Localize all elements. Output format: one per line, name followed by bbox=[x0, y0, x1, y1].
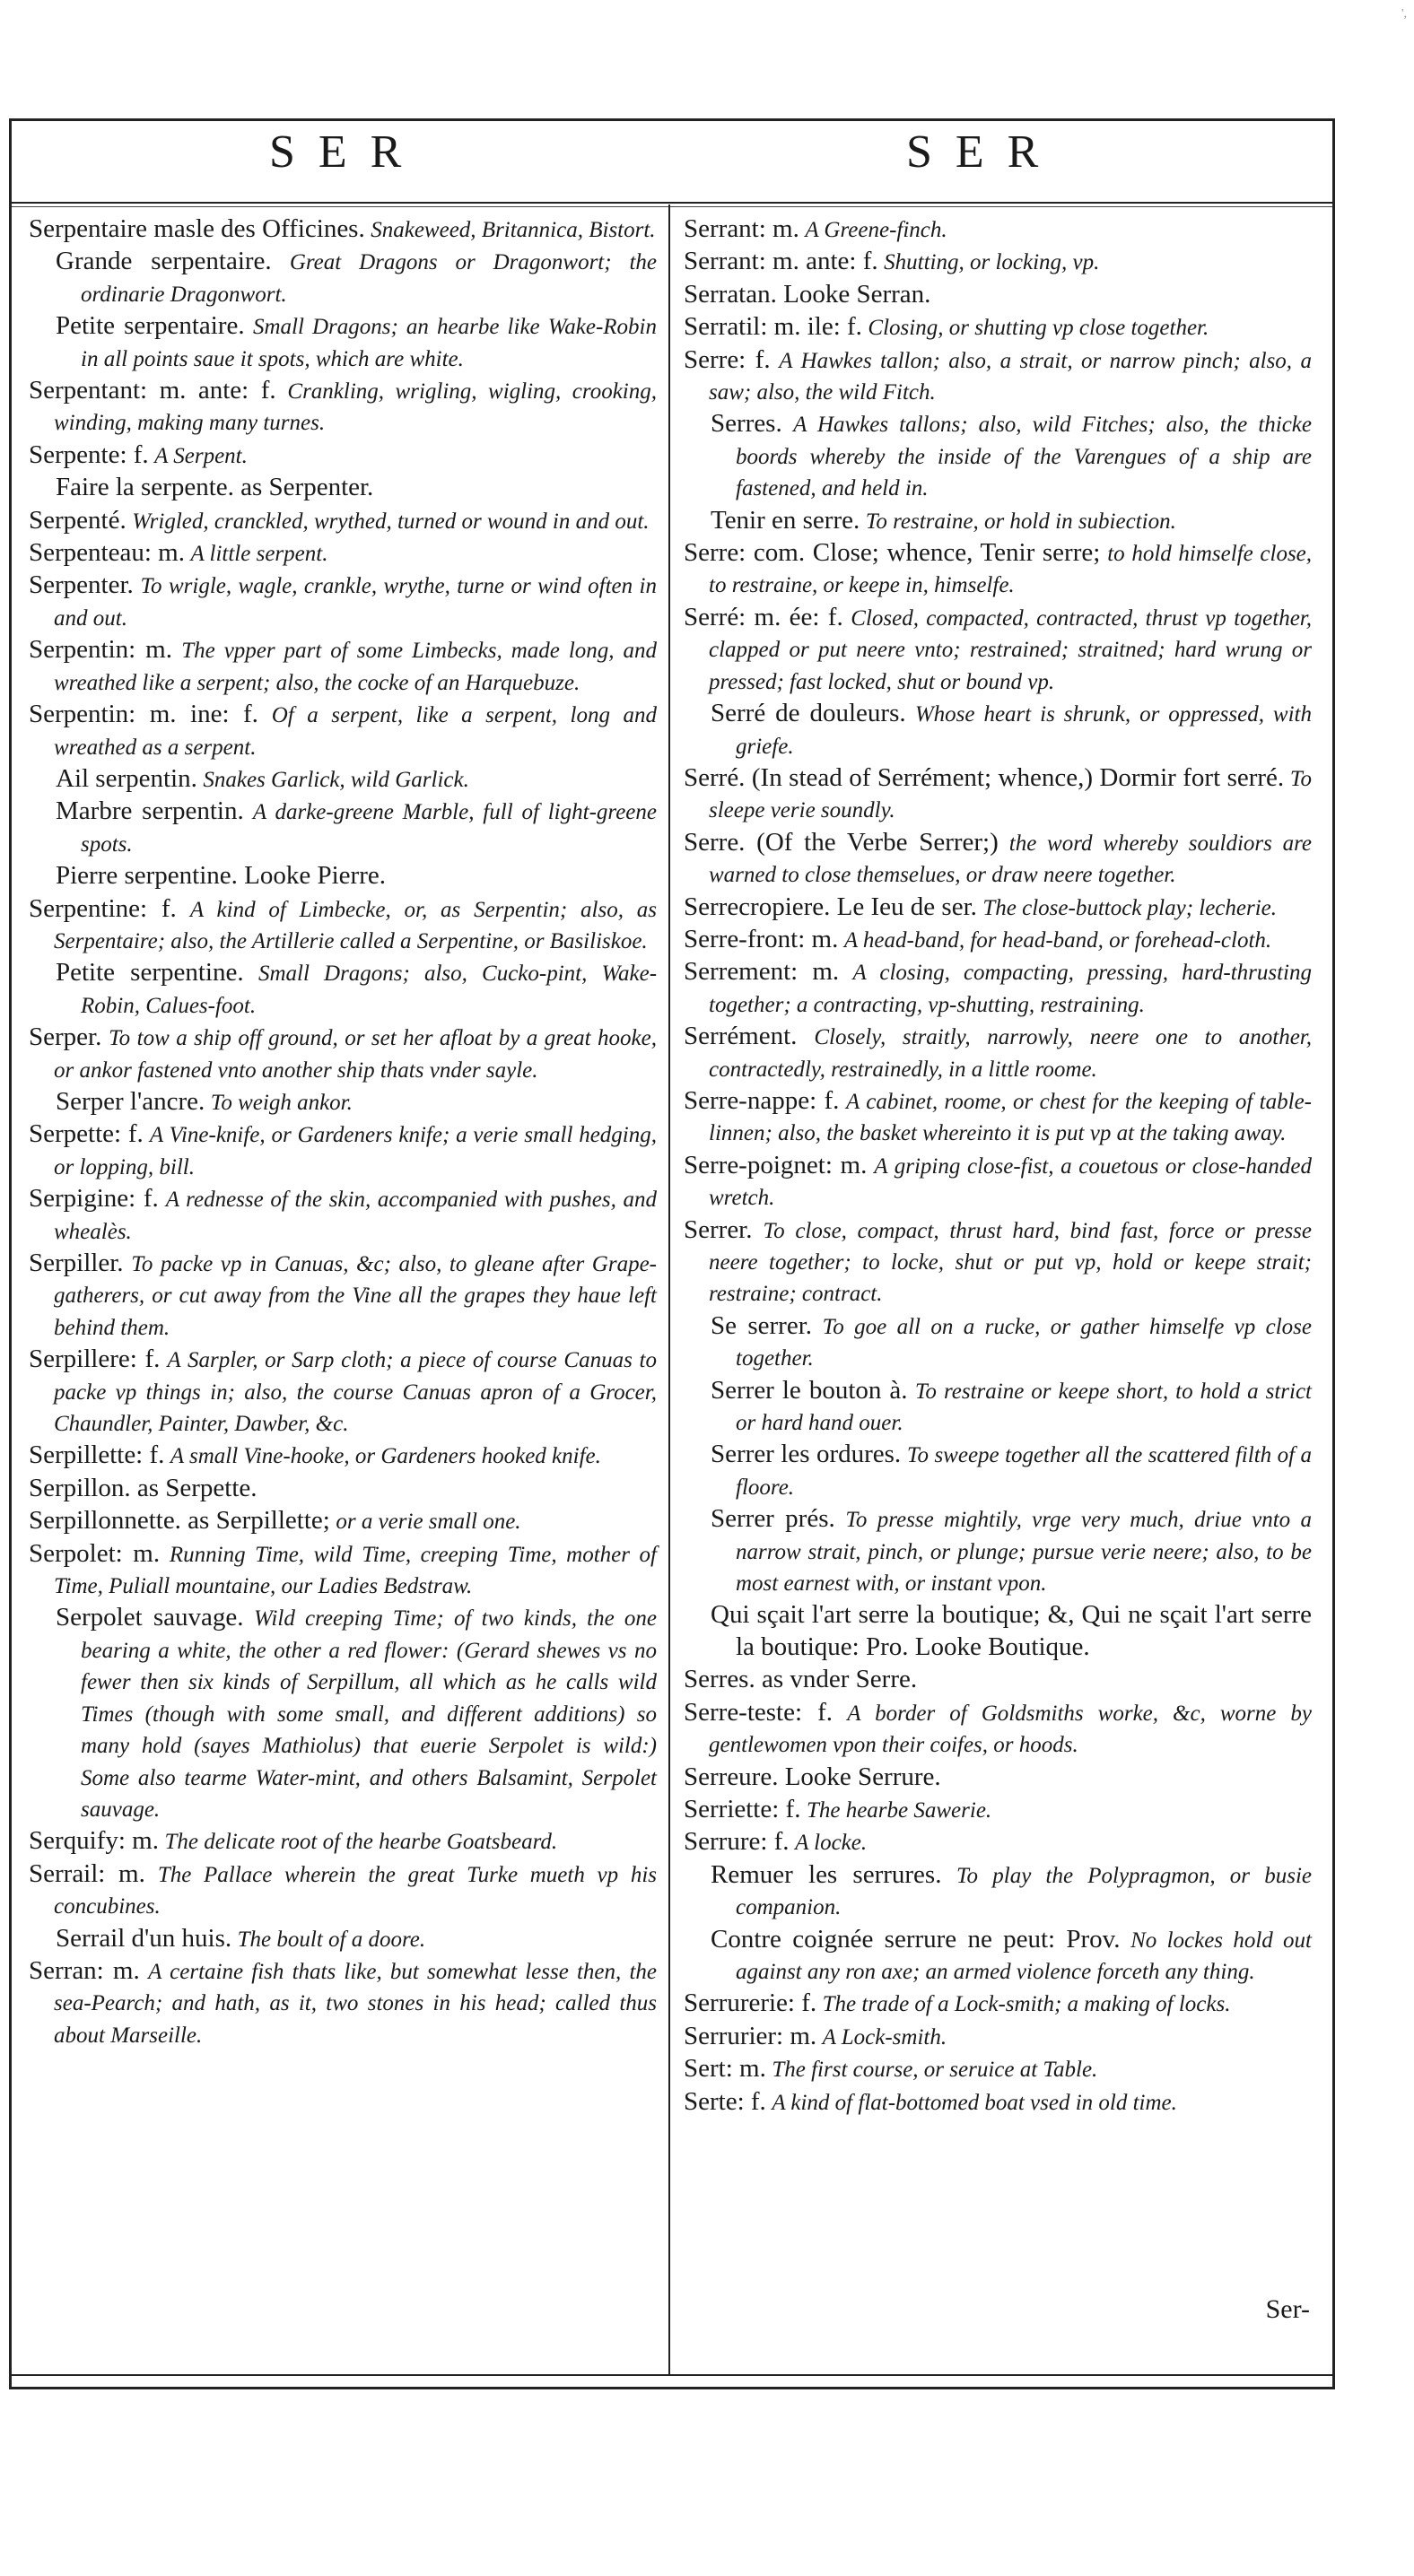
dictionary-entry bbox=[29, 375, 657, 439]
entry-definition: Wrigled, cranckled, wrythed, turned or wound in and out. bbox=[132, 509, 650, 534]
dictionary-entry bbox=[29, 505, 657, 537]
dictionary-entry bbox=[684, 1503, 1312, 1599]
dictionary-entry bbox=[684, 1310, 1312, 1375]
dictionary-entry bbox=[29, 472, 657, 504]
dictionary-entry bbox=[29, 1473, 657, 1505]
entry-headword: Serre-front: m. bbox=[684, 924, 839, 953]
entry-headword: Serrail d'un huis. bbox=[56, 1923, 232, 1953]
entry-definition: A closing, compacting, pressing, hard-thrusting together; a contracting, vp-shutting, restraining. bbox=[709, 961, 1312, 1017]
dictionary-entry bbox=[684, 2086, 1312, 2119]
entry-definition: The close-buttock play; lecherie. bbox=[982, 895, 1278, 920]
dictionary-entry bbox=[29, 763, 657, 796]
entry-headword: Serper. bbox=[29, 1023, 102, 1052]
entry-headword: Serpenté. bbox=[29, 505, 127, 535]
entry-headword: Serré. (In stead of Serrément; whence,) Dormir fort serré. bbox=[684, 762, 1285, 792]
entry-headword: Se serrer. bbox=[711, 1310, 813, 1340]
entry-definition: Small Dragons; also, Cucko-pint, Wake-Robin, Calues-foot. bbox=[81, 962, 658, 1018]
entry-definition: A Serpent. bbox=[154, 443, 248, 468]
right-column bbox=[684, 213, 1312, 2119]
entry-headword: Tenir en serre. bbox=[711, 505, 860, 535]
dictionary-entry bbox=[684, 956, 1312, 1021]
entry-headword: Serpolet sauvage. bbox=[56, 1603, 244, 1632]
entry-headword: Marbre serpentin. bbox=[56, 796, 244, 826]
entry-definition: To weigh ankor. bbox=[210, 1090, 353, 1115]
dictionary-entry bbox=[29, 634, 657, 699]
entry-headword: Serratil: m. ile: f. bbox=[684, 312, 862, 342]
entry-headword: Serrement: m. bbox=[684, 957, 840, 987]
dictionary-entry bbox=[684, 827, 1312, 892]
entry-headword: Serre-teste: f. bbox=[684, 1697, 833, 1727]
entry-definition: A head-band, for head-band, or forehead-cloth. bbox=[843, 927, 1272, 953]
dictionary-entry bbox=[684, 1826, 1312, 1858]
dictionary-entry bbox=[29, 893, 657, 958]
dictionary-entry bbox=[684, 2021, 1312, 2053]
dictionary-entry bbox=[29, 796, 657, 860]
entry-headword: Remuer les serrures. bbox=[711, 1859, 942, 1889]
dictionary-entry bbox=[684, 1762, 1312, 1794]
dictionary-entry bbox=[29, 1538, 657, 1603]
entry-headword: Serpolet: m. bbox=[29, 1538, 161, 1568]
entry-definition: A certaine fish thats like, but somewhat lesse then, the sea-Pearch; and hath, as it, two stones in his head; called thus about Marseille. bbox=[54, 1959, 657, 2048]
dictionary-entry bbox=[684, 246, 1312, 278]
dictionary-entry bbox=[29, 957, 657, 1022]
dictionary-entry bbox=[684, 2053, 1312, 2085]
entry-definition: A kind of flat-bottomed boat vsed in old time. bbox=[772, 2090, 1177, 2115]
column-divider bbox=[668, 205, 670, 2375]
entry-definition: To wrigle, wagle, crankle, wrythe, turne or wind often in and out. bbox=[54, 574, 657, 631]
dictionary-entry bbox=[29, 537, 657, 570]
entry-headword: Serrer les ordures. bbox=[711, 1440, 902, 1469]
entry-definition: The hearbe Sawerie. bbox=[806, 1797, 992, 1823]
entry-headword: Serrer prés. bbox=[711, 1504, 835, 1534]
entry-headword: Serrer le bouton à. bbox=[711, 1375, 908, 1405]
dictionary-entry bbox=[684, 1599, 1312, 1664]
dictionary-entry bbox=[684, 602, 1312, 698]
entry-definition: Of a serpent, like a serpent, long and wreathed as a serpent. bbox=[54, 703, 657, 760]
dictionary-entry bbox=[684, 892, 1312, 924]
entry-definition: Crankling, wrigling, wigling, crooking, winding, making many turnes. bbox=[54, 379, 657, 436]
dictionary-entry bbox=[684, 1664, 1312, 1696]
entry-definition: to hold himselfe close, to restraine, or keepe in, himselfe. bbox=[709, 542, 1313, 598]
entry-headword: Serpillette: f. bbox=[29, 1440, 165, 1470]
entry-headword: Serpillonnette. as Serpillette; bbox=[29, 1506, 330, 1536]
entry-definition: To goe all on a rucke, or gather himselfe vp close together. bbox=[736, 1314, 1313, 1371]
dictionary-entry bbox=[684, 344, 1312, 409]
dictionary-entry bbox=[684, 698, 1312, 762]
entry-definition: Wild creeping Time; of two kinds, the one bearing a white, the other a red flower: (Gerard shewes vs no fewer then six kinds of Serpillum, all which as he calls wild Times (though with some small, and different additions) so many hold (sayes Mathiolus) that euerie Serpolet is wild:) Some also tearme Water-mint, and others Balsamint, Serpolet sauvage. bbox=[81, 1606, 658, 1822]
entry-definition: To play the Polypragmon, or busie companion. bbox=[736, 1863, 1313, 1920]
dictionary-entry bbox=[29, 1248, 657, 1344]
dictionary-entry bbox=[684, 924, 1312, 956]
entry-headword: Serrant: m. bbox=[684, 214, 799, 243]
header-rule bbox=[12, 202, 1332, 204]
dictionary-entry bbox=[684, 1697, 1312, 1762]
entry-definition: The trade of a Lock-smith; a making of locks. bbox=[822, 1992, 1231, 2017]
dictionary-entry bbox=[684, 1150, 1312, 1214]
dictionary-entry bbox=[29, 1505, 657, 1537]
dictionary-entry bbox=[29, 310, 657, 375]
entry-headword: Serte: f. bbox=[684, 2086, 766, 2116]
entry-headword: Serré: m. ée: f. bbox=[684, 602, 843, 631]
entry-headword: Pierre serpentine. Looke Pierre. bbox=[56, 861, 386, 891]
entry-headword: Serpentin: m. bbox=[29, 635, 172, 665]
entry-definition: To restraine, or hold in subiection. bbox=[865, 509, 1176, 534]
entry-headword: Petite serpentaire. bbox=[56, 311, 245, 341]
dictionary-entry bbox=[29, 1086, 657, 1118]
dictionary-entry bbox=[684, 408, 1312, 504]
entry-definition: To restraine or keepe short, to hold a strict or hard hand ouer. bbox=[736, 1379, 1313, 1436]
dictionary-entry bbox=[684, 505, 1312, 537]
entry-definition: The vpper part of some Limbecks, made long, and wreathed like a serpent; also, the cocke of an Harquebuze. bbox=[54, 639, 657, 695]
entry-definition: A Lock-smith. bbox=[822, 2024, 947, 2049]
entry-definition: Shutting, or locking, vp. bbox=[884, 250, 1100, 275]
entry-headword: Faire la serpente. as Serpenter. bbox=[56, 473, 374, 502]
entry-definition: Snakeweed, Britannica, Bistort. bbox=[371, 218, 656, 242]
entry-headword: Serrer. bbox=[684, 1214, 753, 1244]
entry-definition: The delicate root of the hearbe Goatsbeard. bbox=[164, 1830, 558, 1855]
entry-headword: Serrant: m. ante: f. bbox=[684, 247, 878, 276]
dictionary-entry bbox=[29, 246, 657, 310]
dictionary-entry bbox=[29, 860, 657, 892]
dictionary-entry bbox=[684, 1021, 1312, 1085]
entry-headword: Serre: f. bbox=[684, 344, 771, 374]
entry-definition: A Vine-knife, or Gardeners knife; a verie small hedging, or lopping, bill. bbox=[54, 1123, 658, 1179]
dictionary-entry bbox=[684, 311, 1312, 344]
entry-headword: Serriette: f. bbox=[684, 1794, 801, 1823]
entry-definition: A cabinet, roome, or chest for the keeping of table-linnen; also, the basket whereinto it is put vp at the taking away. bbox=[709, 1089, 1312, 1146]
entry-headword: Serre-nappe: f. bbox=[684, 1085, 840, 1115]
entry-headword: Serpenteau: m. bbox=[29, 538, 185, 568]
entry-headword: Grande serpentaire. bbox=[56, 247, 272, 276]
entry-definition: Whose heart is shrunk, or oppressed, with griefe. bbox=[736, 702, 1312, 759]
entry-definition: The first course, or seruice at Table. bbox=[772, 2058, 1098, 2083]
entry-definition: or a verie small one. bbox=[336, 1510, 521, 1535]
entry-definition: The Pallace wherein the great Turke mueth vp his concubines. bbox=[54, 1862, 658, 1919]
entry-headword: Contre coignée serrure ne peut: Prov. bbox=[711, 1924, 1121, 1954]
entry-headword: Serrément. bbox=[684, 1022, 798, 1051]
entry-definition: A rednesse of the skin, accompanied with pushes, and whealès. bbox=[54, 1188, 658, 1244]
entry-definition: A Hawkes tallon; also, a strait, or narrow pinch; also, a saw; also, the wild Fitch. bbox=[709, 348, 1312, 405]
entry-definition: A Sarpler, or Sarp cloth; a piece of course Canuas to packe vp things in; also, the course Canuas apron of a Grocer, Chaundler, Painter, Dawber, &c. bbox=[54, 1348, 658, 1437]
dictionary-entry bbox=[684, 1439, 1312, 1503]
entry-headword: Ail serpentin. bbox=[56, 763, 197, 793]
entry-headword: Serpette: f. bbox=[29, 1119, 144, 1149]
entry-definition: To tow a ship off ground, or set her afloat by a great hooke, or ankor fastened vnto another ship thats vnder sayle. bbox=[54, 1026, 657, 1083]
dictionary-entry bbox=[684, 1859, 1312, 1924]
entry-headword: Serrecropiere. Le Ieu de ser. bbox=[684, 892, 977, 921]
entry-definition: Snakes Garlick, wild Garlick. bbox=[203, 767, 469, 792]
entry-definition: Closely, straitly, narrowly, neere one to another, contractedly, restrainedly, in a little roome. bbox=[709, 1025, 1312, 1082]
entry-definition: The boult of a doore. bbox=[237, 1927, 426, 1952]
entry-definition: Closed, compacted, contracted, thrust vp together, clapped or put neere vnto; restrained; straitned; hard wrung or pressed; fast locked, shut or bound vp. bbox=[709, 605, 1313, 694]
entry-headword: Serper l'ancre. bbox=[56, 1086, 205, 1116]
entry-headword: Serrurier: m. bbox=[684, 2021, 817, 2050]
entry-headword: Serpiller. bbox=[29, 1249, 124, 1277]
entry-headword: Qui sçait l'art serre la boutique; &, Qui ne sçait l'art serre la boutique: Pro. Looke Boutique. bbox=[711, 1600, 1312, 1661]
entry-headword: Serpente: f. bbox=[29, 439, 149, 469]
dictionary-entry bbox=[29, 1118, 657, 1183]
dictionary-entry bbox=[684, 1214, 1312, 1310]
entry-definition: Closing, or shutting vp close together. bbox=[868, 316, 1209, 341]
dictionary-entry bbox=[684, 279, 1312, 311]
entry-definition: A Greene-finch. bbox=[805, 218, 947, 242]
dictionary-entry bbox=[684, 1924, 1312, 1989]
entry-definition: the word whereby souldiors are warned to close themselues, or draw neere together. bbox=[709, 831, 1312, 888]
dictionary-entry bbox=[29, 213, 657, 246]
entry-headword: Serpenter. bbox=[29, 570, 134, 600]
dictionary-entry bbox=[29, 1955, 657, 2051]
entry-headword: Petite serpentine. bbox=[56, 958, 244, 988]
corner-mark: ', bbox=[1401, 7, 1407, 21]
entry-definition: To close, compact, thrust hard, bind fast, force or presse neere together; to locke, shut or put vp, hold or keepe strait; restraine; contract. bbox=[709, 1218, 1313, 1307]
entry-headword: Serpillon. as Serpette. bbox=[29, 1473, 257, 1502]
entry-definition: To sleepe verie soundly. bbox=[709, 766, 1313, 823]
entry-headword: Serres. as vnder Serre. bbox=[684, 1665, 918, 1694]
entry-definition: A darke-greene Marble, full of light-greene spots. bbox=[81, 800, 657, 857]
dictionary-entry bbox=[29, 570, 657, 634]
entry-definition: No lockes hold out against any ron axe; an armed violence forceth any thing. bbox=[736, 1928, 1313, 1984]
entry-headword: Serré de douleurs. bbox=[711, 699, 906, 728]
entry-headword: Serquify: m. bbox=[29, 1826, 159, 1856]
dictionary-entry bbox=[29, 699, 657, 763]
entry-headword: Serreure. Looke Serrure. bbox=[684, 1762, 941, 1791]
dictionary-entry bbox=[684, 537, 1312, 602]
entry-definition: A kind of Limbecke, or, as Serpentin; also, as Serpentaire; also, the Artillerie called a Serpentine, or Basiliskoe. bbox=[54, 897, 658, 953]
running-head-right: SER bbox=[906, 126, 1062, 178]
dictionary-entry bbox=[29, 1858, 657, 1923]
entry-headword: Serpentaire masle des Officines. bbox=[29, 214, 365, 243]
left-column bbox=[29, 213, 657, 2051]
footer-rule bbox=[12, 2374, 1332, 2376]
dictionary-entry bbox=[29, 439, 657, 472]
header-rule-inner bbox=[12, 206, 1332, 207]
dictionary-entry bbox=[29, 1022, 657, 1086]
dictionary-entry bbox=[684, 1085, 1312, 1150]
dictionary-entry bbox=[684, 1794, 1312, 1826]
dictionary-entry bbox=[684, 213, 1312, 246]
entry-definition: Running Time, wild Time, creeping Time, mother of Time, Puliall mountaine, our Ladies Bedstraw. bbox=[54, 1542, 658, 1599]
entry-headword: Serpentine: f. bbox=[29, 893, 177, 923]
entry-definition: A border of Goldsmiths worke, &c, worne by gentlewomen vpon their coifes, or hoods. bbox=[709, 1701, 1313, 1758]
entry-definition: Small Dragons; an hearbe like Wake-Robin in all points saue it spots, which are white. bbox=[81, 315, 657, 371]
catchword: Ser- bbox=[1265, 2294, 1310, 2324]
entry-headword: Serre-poignet: m. bbox=[684, 1150, 868, 1179]
entry-definition: A locke. bbox=[795, 1831, 868, 1856]
entry-definition: To presse mightily, vrge very much, driue vnto a narrow strait, pinch, or plunge; pursue verie neere; also, to be most earnest with, or instant vpon. bbox=[736, 1508, 1312, 1597]
entry-headword: Serre: com. Close; whence, Tenir serre; bbox=[684, 538, 1101, 568]
running-head-left: SER bbox=[269, 126, 425, 178]
dictionary-entry bbox=[29, 1344, 657, 1440]
entry-headword: Serpentant: m. ante: f. bbox=[29, 376, 276, 405]
entry-headword: Serpentin: m. ine: f. bbox=[29, 700, 258, 729]
entry-headword: Serre. (Of the Verbe Serrer;) bbox=[684, 827, 999, 857]
entry-definition: A little serpent. bbox=[190, 542, 328, 567]
entry-definition: A small Vine-hooke, or Gardeners hooked knife. bbox=[170, 1444, 601, 1469]
entry-definition: To sweepe together all the scattered filth of a floore. bbox=[736, 1443, 1312, 1500]
entry-headword: Serpigine: f. bbox=[29, 1184, 159, 1214]
entry-definition: A Hawkes tallons; also, wild Fitches; also, the thicke boords whereby the inside of the Varengues of a ship are fastened, and held in. bbox=[736, 413, 1312, 501]
dictionary-entry bbox=[29, 1440, 657, 1472]
entry-definition: A griping close-fist, a couetous or close-handed wretch. bbox=[709, 1153, 1312, 1211]
dictionary-entry bbox=[29, 1825, 657, 1858]
entry-headword: Serres. bbox=[711, 409, 782, 439]
entry-headword: Serpillere: f. bbox=[29, 1345, 161, 1374]
entry-headword: Serrail: m. bbox=[29, 1858, 145, 1888]
entry-headword: Sert: m. bbox=[684, 2054, 766, 2084]
entry-headword: Serratan. Looke Serran. bbox=[684, 279, 931, 309]
dictionary-entry bbox=[684, 1375, 1312, 1440]
entry-definition: Great Dragons or Dragonwort; the ordinarie Dragonwort. bbox=[81, 250, 658, 307]
dictionary-entry bbox=[29, 1923, 657, 1955]
dictionary-entry bbox=[29, 1183, 657, 1248]
entry-headword: Serrurerie: f. bbox=[684, 1989, 817, 2018]
entry-headword: Serrure: f. bbox=[684, 1827, 790, 1857]
entry-headword: Serran: m. bbox=[29, 1955, 140, 1985]
dictionary-entry bbox=[684, 762, 1312, 827]
entry-definition: To packe vp in Canuas, &c; also, to gleane after Grape-gatherers, or cut away from the Vine all the grapes they haue left behind them. bbox=[54, 1252, 657, 1340]
dictionary-entry bbox=[684, 1988, 1312, 2020]
dictionary-entry bbox=[29, 1602, 657, 1825]
